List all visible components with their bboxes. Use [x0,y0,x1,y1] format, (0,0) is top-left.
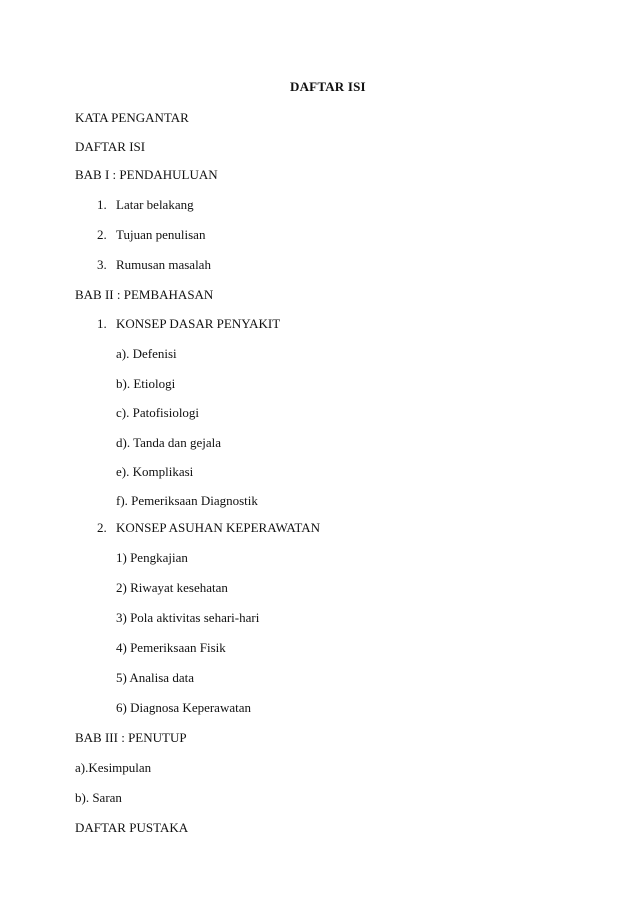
toc-item-number: 1. [97,316,107,331]
toc-subitem: f). Pemeriksaan Diagnostik [116,493,258,508]
toc-bab-3-item: b). Saran [75,790,122,805]
toc-bab-1-item [97,197,194,213]
toc-subitem: d). Tanda dan gejala [116,435,221,450]
toc-subitem: 2) Riwayat kesehatan [116,580,228,595]
toc-bab-1-item [97,227,205,243]
toc-bab-1: BAB I : PENDAHULUAN [75,167,218,182]
toc-subitem: b). Etiologi [116,376,176,391]
toc-bab-3-item: a).Kesimpulan [75,760,152,775]
toc-bab-2-section [97,520,320,536]
toc-subitem: a). Defenisi [116,346,177,361]
toc-item-text: Rumusan masalah [116,257,211,272]
toc-bab-3: BAB III : PENUTUP [75,730,187,745]
toc-subitem: 5) Analisa data [116,670,194,685]
toc-subitem: 1) Pengkajian [116,550,188,565]
toc-subitem: e). Komplikasi [116,464,194,479]
toc-item-number: 2. [97,227,107,242]
toc-subitem: 3) Pola aktivitas sehari-hari [116,610,260,625]
toc-subitem: c). Patofisiologi [116,405,200,420]
toc-subitem: 4) Pemeriksaan Fisik [116,640,226,655]
toc-item-number: 2. [97,520,107,535]
toc-item-text: KONSEP ASUHAN KEPERAWATAN [116,520,321,535]
toc-item-number: 3. [97,257,107,272]
toc-kata-pengantar: KATA PENGANTAR [75,110,189,125]
toc-item-text: KONSEP DASAR PENYAKIT [116,316,281,331]
toc-item-text: Tujuan penulisan [116,227,206,242]
page-title: DAFTAR ISI [290,79,366,94]
toc-subitem: 6) Diagnosa Keperawatan [116,700,251,715]
toc-item-number: 1. [97,197,107,212]
toc-daftar-isi: DAFTAR ISI [75,139,146,154]
toc-bab-1-item [97,257,211,273]
toc-daftar-pustaka: DAFTAR PUSTAKA [75,820,189,835]
toc-bab-2: BAB II : PEMBAHASAN [75,287,214,302]
toc-item-text: Latar belakang [116,197,194,212]
toc-bab-2-section [97,316,280,332]
